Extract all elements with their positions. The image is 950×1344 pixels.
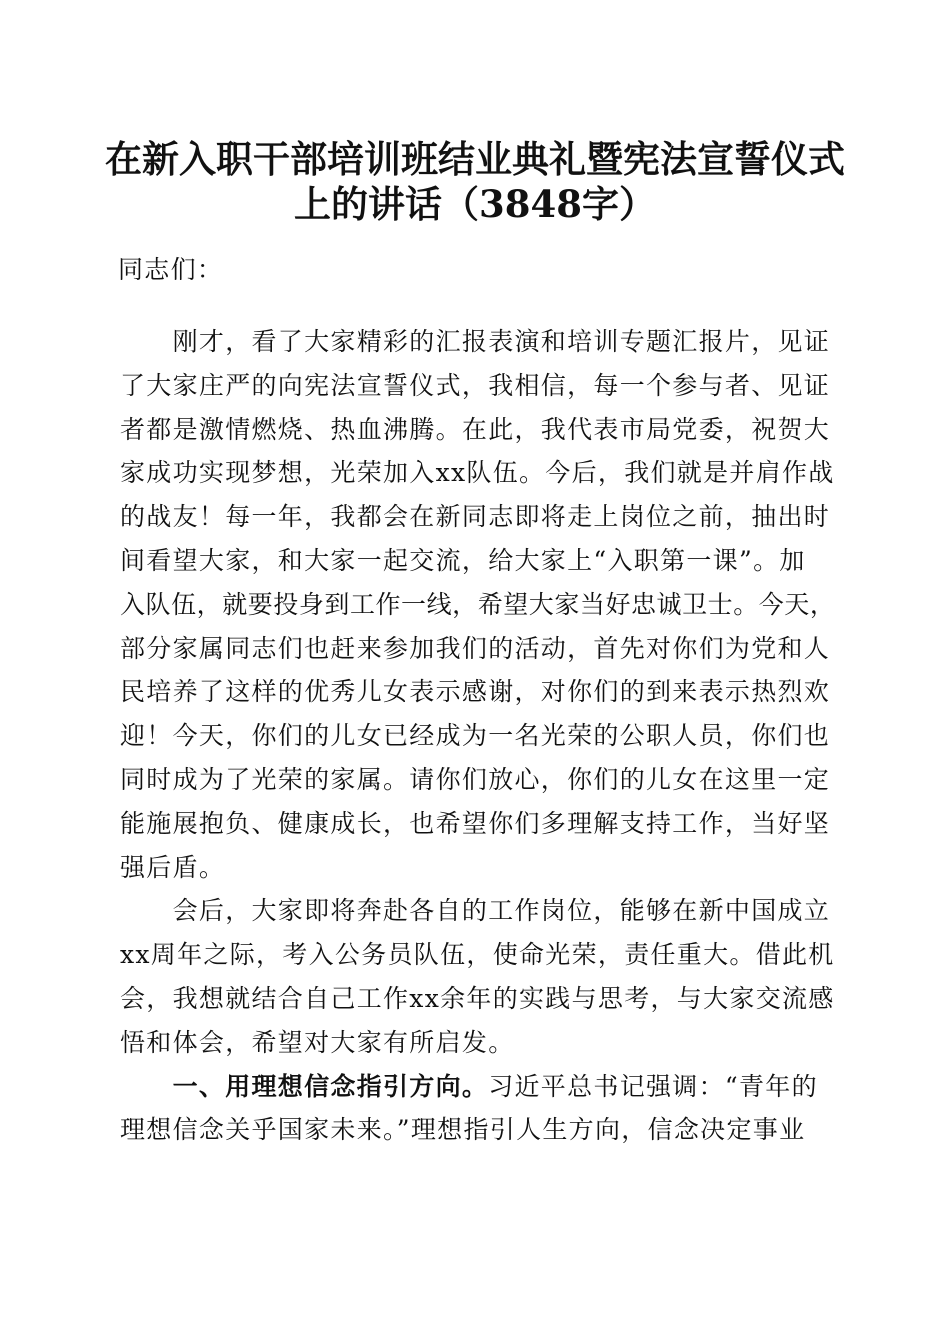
body-line: 的战友！每一年，我都会在新同志即将走上岗位之前，抽出时: [120, 502, 831, 532]
salutation: 同志们：: [118, 255, 224, 284]
section-1-text: 习近平总书记强调：“青年的: [488, 1071, 818, 1101]
body-line: 部分家属同志们也赶来参加我们的活动，首先对你们为党和人: [120, 633, 831, 663]
body-line: 悟和体会，希望对大家有所启发。: [120, 1027, 515, 1057]
body-line: 理想信念关乎国家未来。”理想指引人生方向，信念决定事业: [120, 1115, 806, 1145]
document-title-line-2: 上的讲话（3848字）: [294, 182, 656, 226]
section-1-line: [120, 1069, 818, 1105]
body-line: 民培养了这样的优秀儿女表示感谢，对你们的到来表示热烈欢: [120, 677, 831, 707]
section-1-heading: 一、用理想信念指引方向。: [120, 1071, 489, 1101]
body-line: xx周年之际，考入公务员队伍，使命光荣，责任重大。借此机: [120, 940, 835, 970]
body-line: 者都是激情燃烧、热血沸腾。在此，我代表市局党委，祝贺大: [120, 414, 831, 444]
body-line: 迎！今天，你们的儿女已经成为一名光荣的公职人员，你们也: [120, 721, 831, 751]
body-line: 同时成为了光荣的家属。请你们放心，你们的儿女在这里一定: [120, 765, 831, 794]
body-line: 会，我想就结合自己工作xx余年的实践与思考，与大家交流感: [120, 984, 835, 1013]
body-line: 强后盾。: [120, 852, 226, 882]
body-line: 能施展抱负、健康成长，也希望你们多理解支持工作，当好坚: [120, 808, 831, 838]
body-line: 家成功实现梦想，光荣加入xx队伍。今后，我们就是并肩作战: [120, 458, 835, 488]
body-line: 刚才，看了大家精彩的汇报表演和培训专题汇报片，见证: [120, 327, 831, 356]
body-line: 间看望大家，和大家一起交流，给大家上“入职第一课”。加: [120, 546, 806, 575]
body-line: 会后，大家即将奔赴各自的工作岗位，能够在新中国成立: [120, 896, 831, 926]
body-line: 了大家庄严的向宪法宣誓仪式，我相信，每一个参与者、见证: [120, 370, 831, 400]
document-title-line-1: 在新入职干部培训班结业典礼暨宪法宣誓仪式: [105, 137, 845, 181]
body-line: 入队伍，就要投身到工作一线，希望大家当好忠诚卫士。今天，: [120, 589, 836, 619]
